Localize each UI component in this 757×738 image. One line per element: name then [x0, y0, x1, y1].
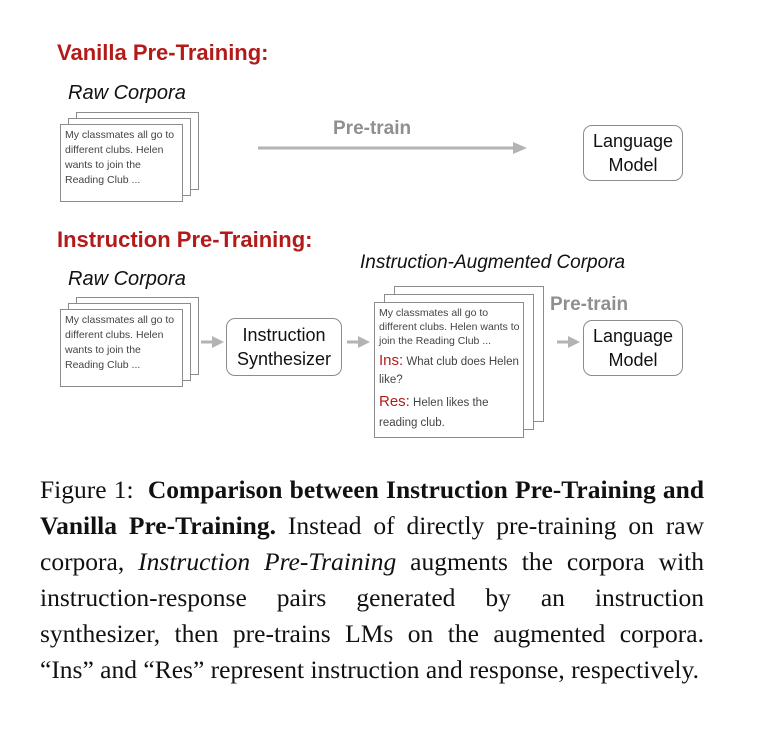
res-tag: Res:	[379, 393, 410, 410]
caption-text-2: augments the corpora with instruction-response pairs generated by an instruction synthesizer, then pre-trains LMs on the augmented corpora. “Ins” and “Res” represent instruction and response, respectively.	[40, 547, 704, 684]
res-text: Helen likes the reading club.	[379, 397, 489, 429]
synthesizer-line1: Instruction	[242, 325, 326, 345]
vanilla-raw-corpora-label: Raw Corpora	[68, 82, 186, 104]
vanilla-model-line2: Model	[608, 155, 658, 175]
vanilla-language-model-box	[583, 125, 683, 181]
caption-label: Figure 1:	[40, 475, 134, 504]
doc-page-front	[60, 309, 183, 387]
instruction-synthesizer-box	[226, 318, 342, 376]
synthesizer-line2: Synthesizer	[236, 349, 332, 369]
doc-page-front	[60, 124, 183, 202]
vanilla-arrow	[255, 138, 530, 158]
figure-caption	[40, 472, 704, 688]
vanilla-pretrain-label: Pre-train	[333, 118, 412, 139]
vanilla-doc-text: My classmates all go to different clubs. Helen wants to join the Reading Club ...	[65, 129, 175, 186]
caption-text-1: Instead of directly pre-training on raw corpora,	[40, 511, 705, 576]
instruction-language-model-box	[583, 320, 683, 376]
doc-page-front	[374, 302, 524, 438]
caption-italic: Instruction Pre-Training	[138, 547, 397, 576]
augmented-corpora-label: Instruction-Augmented Corpora	[360, 252, 626, 273]
arrow-to-synthesizer	[200, 334, 226, 350]
ins-tag: Ins:	[379, 352, 404, 369]
instruction-model-line1: Language	[592, 326, 674, 346]
vanilla-model-line1: Language	[592, 131, 674, 151]
augmented-doc-text: My classmates all go to different clubs. Helen wants to join the Reading Club ...	[379, 307, 520, 347]
instruction-pretrain-label: Pre-train	[550, 294, 629, 315]
caption-bold-title: Comparison between Instruction Pre-Training and Vanilla Pre-Training.	[40, 475, 705, 540]
instruction-title: Instruction Pre-Training:	[57, 227, 313, 252]
instruction-raw-corpora-label: Raw Corpora	[68, 268, 186, 290]
res-pair	[379, 392, 521, 433]
ins-pair	[379, 352, 521, 389]
instruction-doc-text: My classmates all go to different clubs. Helen wants to join the Reading Club ...	[65, 314, 175, 371]
arrow-to-model	[556, 334, 582, 350]
instruction-model-line2: Model	[608, 350, 658, 370]
ins-text: What club does Helen like?	[379, 356, 519, 386]
vanilla-title: Vanilla Pre-Training:	[57, 40, 269, 65]
arrow-to-augmented	[346, 334, 372, 350]
